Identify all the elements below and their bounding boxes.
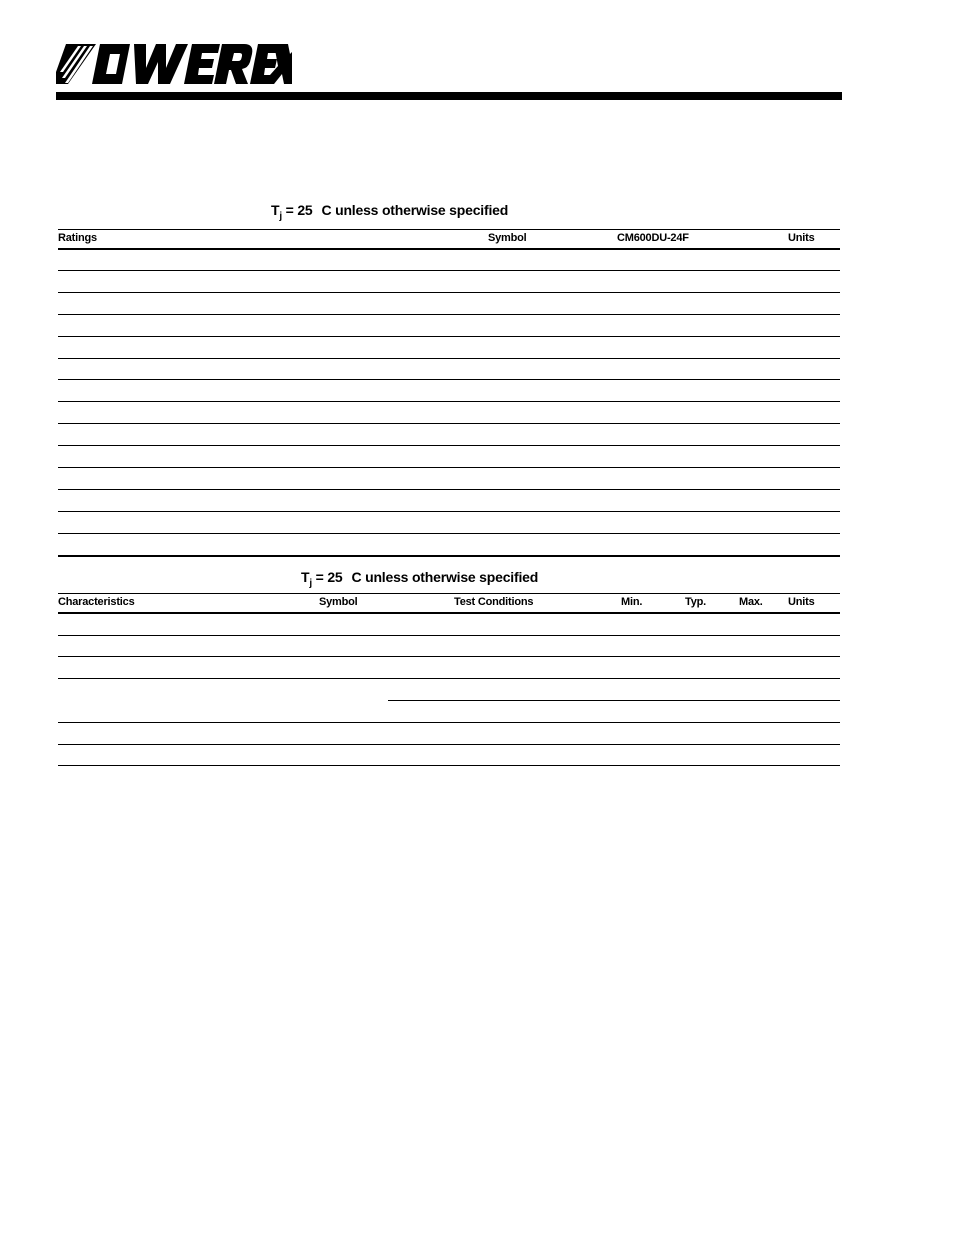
table-row-rule <box>58 270 840 271</box>
table-row-rule <box>58 678 840 679</box>
characteristics-table <box>58 592 840 772</box>
table-row-rule <box>58 489 840 490</box>
char-col-characteristics: Characteristics <box>58 596 135 608</box>
char-col-symbol: Symbol <box>319 596 358 608</box>
char-header-bottom-rule <box>58 612 840 614</box>
char-col-units: Units <box>788 596 815 608</box>
table-row-rule <box>58 445 840 446</box>
ratings-col-part: CM600DU-24F <box>617 232 689 244</box>
table-row-rule <box>58 401 840 402</box>
table-row-rule <box>58 635 840 636</box>
table-row-rule <box>58 314 840 315</box>
characteristics-caption: $T_j = 25$ C unless otherwise specified <box>301 569 539 589</box>
char-col-test-conditions: Test Conditions <box>454 596 534 608</box>
table-row-rule <box>58 467 840 468</box>
ratings-col-units: Units <box>788 232 815 244</box>
ratings-table-bottom-rule <box>58 555 840 557</box>
ratings-col-ratings: Ratings <box>58 232 97 244</box>
table-row-rule <box>58 765 840 766</box>
table-row-rule <box>58 423 840 424</box>
table-row-rule <box>58 722 840 723</box>
ratings-caption: $T_j = 25$ C unless otherwise specified <box>271 202 509 222</box>
powerex-logo <box>56 42 292 86</box>
table-row-rule <box>58 336 840 337</box>
char-col-min: Min. <box>621 596 643 608</box>
table-row-rule <box>58 511 840 512</box>
char-col-max: Max. <box>739 596 763 608</box>
table-row-rule <box>58 656 840 657</box>
table-row-rule <box>58 744 840 745</box>
table-row-rule <box>58 292 840 293</box>
ratings-header-top-rule <box>58 229 840 230</box>
table-row-rule <box>58 358 840 359</box>
char-col-typ: Typ. <box>685 596 706 608</box>
table-row-rule <box>58 379 840 380</box>
ratings-col-symbol: Symbol <box>488 232 527 244</box>
table-subrow-rule <box>388 700 840 701</box>
ratings-table <box>58 228 840 558</box>
ratings-header-bottom-rule <box>58 248 840 250</box>
characteristics-header-top-rule <box>58 593 840 594</box>
header-rule <box>56 92 842 100</box>
table-row-rule <box>58 533 840 534</box>
